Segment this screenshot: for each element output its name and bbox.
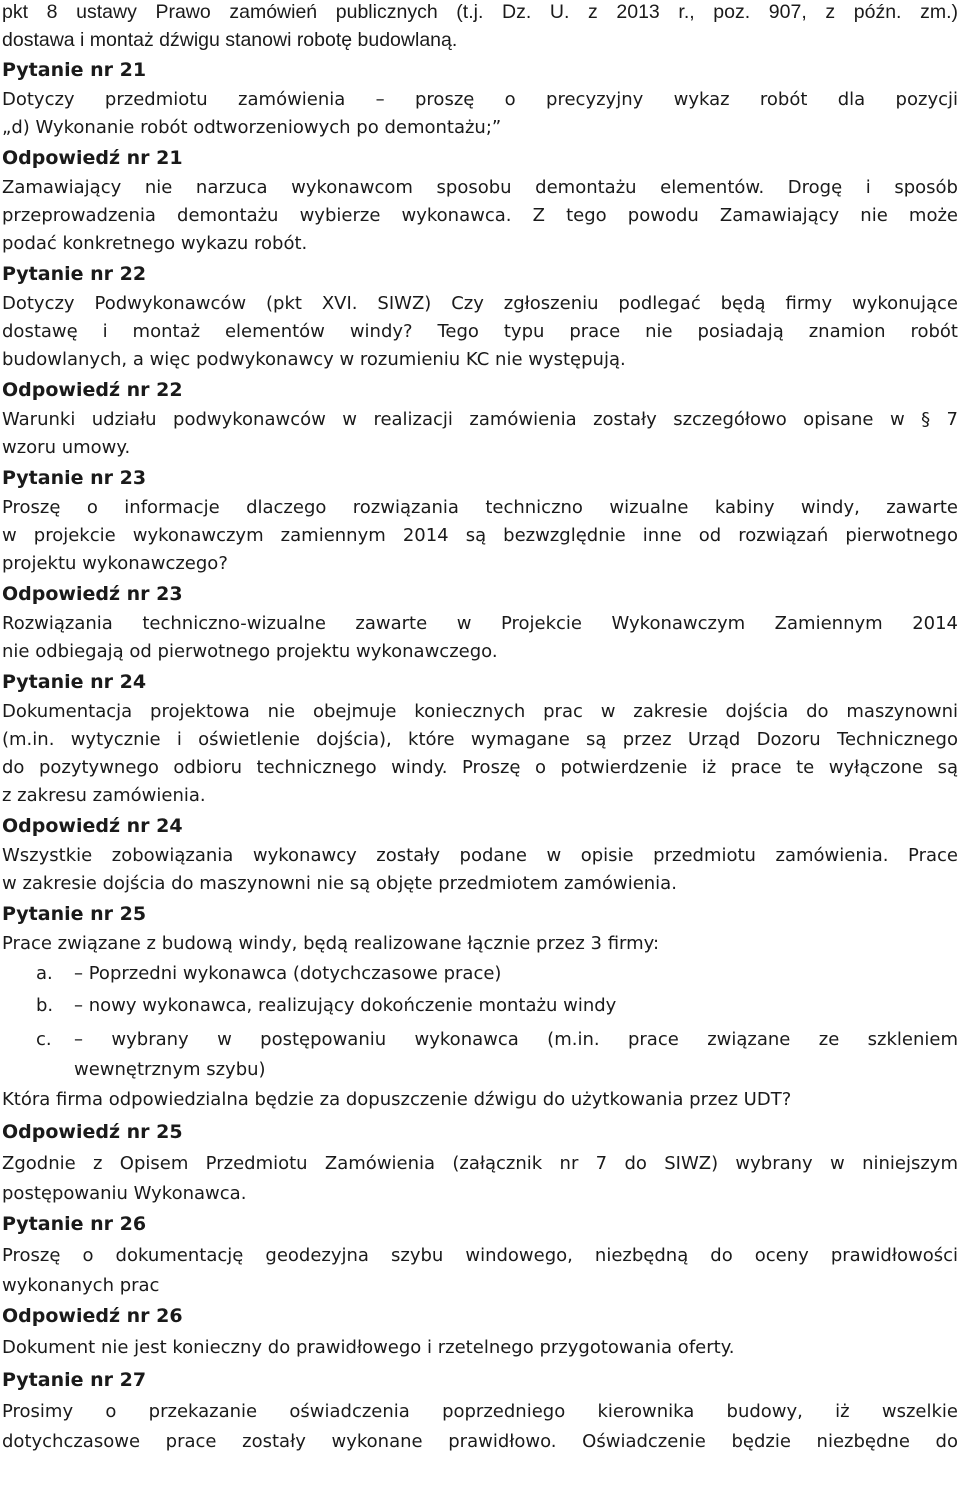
question-heading: Pytanie nr 26 [2,1213,147,1235]
text-line: w zakresie dojścia do maszynowni nie są objęte przedmiotem zamówienia. [2,873,677,894]
list-item [2,958,958,990]
text-line: dostawę i montaż elementów windy? Tego typu prace nie posiadają znamion robót [2,321,958,342]
text-line: Która firma odpowiedzialna będzie za dopuszczenie dźwigu do użytkowania przez UDT? [2,1089,792,1110]
text-line: z zakresu zamówienia. [2,785,206,806]
list-item-text: – Poprzedni wykonawca (dotychczasowe prace) [74,963,502,984]
text-line: nie odbiegają od pierwotnego projektu wykonawczego. [2,641,498,662]
text-line: do pozytywnego odbioru technicznego windy. Proszę o potwierdzenie iż prace te wyłączone są [2,757,958,778]
text-line: pkt 8 ustawy Prawo zamówień publicznych (t.j. Dz. U. z 2013 r., poz. 907, z późn. zm.) [2,1,958,23]
text-line: dostawa i montaż dźwigu stanowi robotę budowlaną. [2,29,458,51]
text-line: Warunki udziału podwykonawców w realizacji zamówienia zostały szczegółowo opisane w § 7 [2,409,958,430]
text-line: Prosimy o przekazanie oświadczenia poprzedniego kierownika budowy, iż wszelkie [2,1401,958,1422]
answer-heading: Odpowiedź nr 23 [2,583,183,605]
text-line: „d) Wykonanie robót odtworzeniowych po demontażu;” [2,117,502,138]
answer-heading: Odpowiedź nr 24 [2,815,183,837]
list-marker: a. [36,963,53,984]
text-line: budowlanych, a więc podwykonawcy w rozumieniu KC nie występują. [2,349,626,370]
text-line: Zgodnie z Opisem Przedmiotu Zamówienia (załącznik nr 7 do SIWZ) wybrany w niniejszym [2,1153,958,1174]
answer-heading: Odpowiedź nr 26 [2,1305,183,1327]
list-marker: c. [36,1029,52,1050]
text-line: (m.in. wytycznie i oświetlenie dojścia), które wymagane są przez Urząd Dozoru Technicznego [2,729,958,750]
text-line: podać konkretnego wykazu robót. [2,233,308,254]
text-line: postępowaniu Wykonawca. [2,1183,247,1204]
question-heading: Pytanie nr 23 [2,467,147,489]
text-line: Rozwiązania techniczno-wizualne zawarte w Projekcie Wykonawczym Zamiennym 2014 [2,613,958,634]
text-line: projektu wykonawczego? [2,553,228,574]
text-line: Dokumentacja projektowa nie obejmuje koniecznych prac w zakresie dojścia do maszynowni [2,701,958,722]
list-marker: b. [36,995,54,1016]
question-heading: Pytanie nr 21 [2,59,147,81]
text-line: Dokument nie jest konieczny do prawidłowego i rzetelnego przygotowania oferty. [2,1337,735,1358]
list-item-text: – nowy wykonawca, realizujący dokończenie montażu windy [74,995,617,1016]
question-heading: Pytanie nr 27 [2,1369,147,1391]
list-item-text: – wybrany w postępowaniu wykonawca (m.in. prace związane ze szkleniem [74,1029,958,1050]
text-line: Prace związane z budową windy, będą realizowane łącznie przez 3 firmy: [2,933,660,954]
list-item [2,1024,958,1056]
answer-heading: Odpowiedź nr 25 [2,1121,183,1143]
text-line: Dotyczy Podwykonawców (pkt XVI. SIWZ) Czy zgłoszeniu podlegać będą firmy wykonujące [2,293,958,314]
question-heading: Pytanie nr 22 [2,263,147,285]
document-page [2,0,958,1456]
list-item-text: wewnętrznym szybu) [74,1059,266,1080]
text-line: Dotyczy przedmiotu zamówienia – proszę o precyzyjny wykaz robót dla pozycji [2,89,958,110]
text-line: w projekcie wykonawczym zamiennym 2014 są bezwzględnie inne od rozwiązań pierwotnego [2,525,958,546]
answer-heading: Odpowiedź nr 22 [2,379,183,401]
list-item [2,990,958,1022]
text-line: Zamawiający nie narzuca wykonawcom sposobu demontażu elementów. Drogę i sposób [2,177,958,198]
text-line: dotychczasowe prace zostały wykonane prawidłowo. Oświadczenie będzie niezbędne do [2,1431,958,1452]
question-heading: Pytanie nr 25 [2,903,147,925]
text-line: Proszę o informacje dlaczego rozwiązania techniczno wizualne kabiny windy, zawarte [2,497,958,518]
question-heading: Pytanie nr 24 [2,671,147,693]
text-line: wzoru umowy. [2,437,131,458]
answer-heading: Odpowiedź nr 21 [2,147,183,169]
text-line: przeprowadzenia demontażu wybierze wykonawca. Z tego powodu Zamawiający nie może [2,205,958,226]
text-line: wykonanych prac [2,1275,160,1296]
text-line: Proszę o dokumentację geodezyjna szybu windowego, niezbędną do oceny prawidłowości [2,1245,958,1266]
text-line: Wszystkie zobowiązania wykonawcy zostały podane w opisie przedmiotu zamówienia. Prace [2,845,958,866]
